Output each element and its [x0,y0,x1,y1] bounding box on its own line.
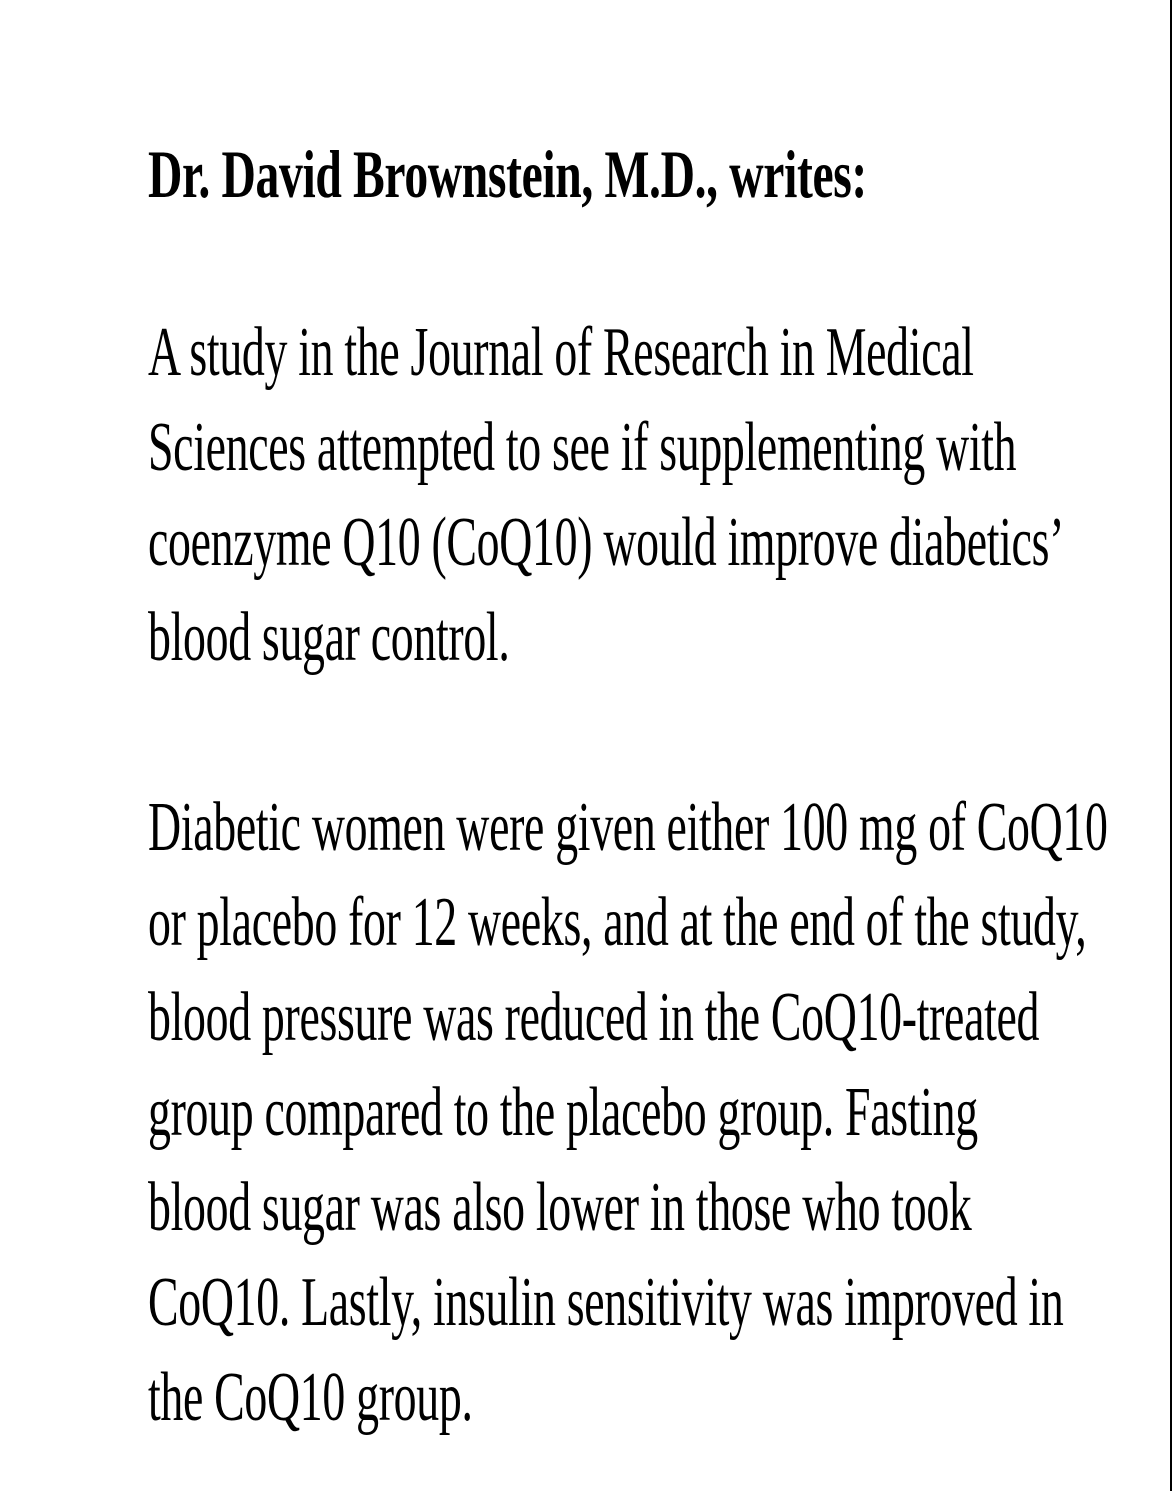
article-heading: Dr. David Brownstein, M.D., writes: [148,136,867,212]
paragraph-2-line-4: group compared to the placebo group. Fasting [148,1074,978,1151]
paragraph-1-line-3: coenzyme Q10 (CoQ10) would improve diabetics’ [148,504,1065,581]
paragraph-2-line-7: the CoQ10 group. [148,1359,473,1436]
paragraph-2-line-5: blood sugar was also lower in those who took [148,1169,972,1246]
paragraph-1-line-1: A study in the Journal of Research in Medical [148,314,974,391]
paragraph-2-line-2: or placebo for 12 weeks, and at the end of the study, [148,884,1087,961]
paragraph-1-line-4: blood sugar control. [148,599,510,676]
paragraph-1-line-2: Sciences attempted to see if supplementing with [148,409,1017,486]
paragraph-2-line-6: CoQ10. Lastly, insulin sensitivity was improved in [148,1264,1064,1341]
paragraph-2-line-3: blood pressure was reduced in the CoQ10-treated [148,979,1040,1056]
paragraph-2-line-1: Diabetic women were given either 100 mg of CoQ10 [148,789,1108,866]
